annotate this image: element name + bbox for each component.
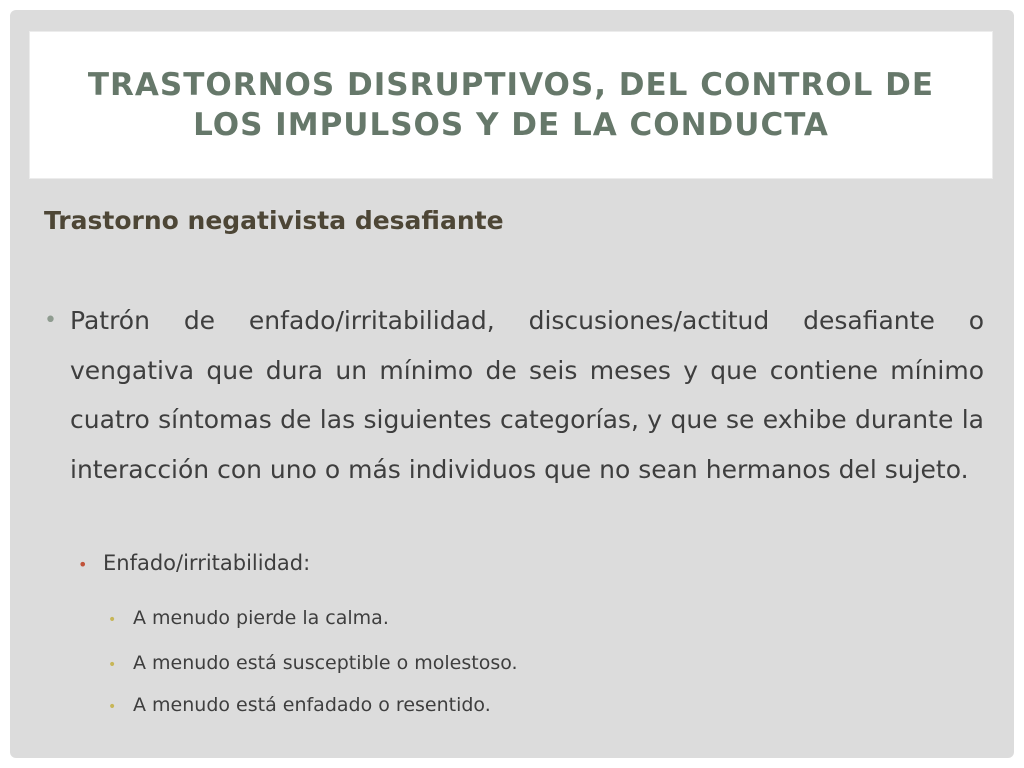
sub-bullet-marker: • bbox=[78, 555, 88, 574]
slide-title bbox=[88, 65, 934, 145]
section-subtitle: Trastorno negativista desafiante bbox=[44, 206, 504, 235]
title-box bbox=[30, 32, 992, 178]
symptom-text-1: A menudo pierde la calma. bbox=[133, 607, 389, 629]
slide bbox=[10, 10, 1014, 758]
symptom-item-2 bbox=[108, 648, 518, 680]
symptom-text-2: A menudo está susceptible o molestoso. bbox=[133, 652, 518, 674]
symptom-text-3: A menudo está enfadado o resentido. bbox=[133, 694, 491, 716]
symptom-bullet-marker: • bbox=[108, 699, 117, 715]
symptom-item-3 bbox=[108, 690, 491, 722]
slide-title-line-1: TRASTORNOS DISRUPTIVOS, DEL CONTROL DE bbox=[87, 67, 935, 103]
symptom-bullet-marker: • bbox=[108, 657, 117, 673]
sub-bullet-label: Enfado/irritabilidad: bbox=[103, 551, 311, 575]
bullet-marker: • bbox=[44, 308, 57, 333]
slide-title-line-2: LOS IMPULSOS Y DE LA CONDUCTA bbox=[193, 107, 829, 143]
symptom-item-1 bbox=[108, 603, 389, 635]
sub-bullet-enfado bbox=[78, 546, 310, 582]
bullet-paragraph: Patrón de enfado/irritabilidad, discusiones/actitud desafiante o vengativa que dura un mínimo de seis meses y que contiene mínimo cuatro síntomas de las siguientes categorías, y que se exhibe durante la interacción con uno o más individuos que no sean hermanos del sujeto. bbox=[70, 306, 984, 484]
symptom-bullet-marker: • bbox=[108, 612, 117, 628]
